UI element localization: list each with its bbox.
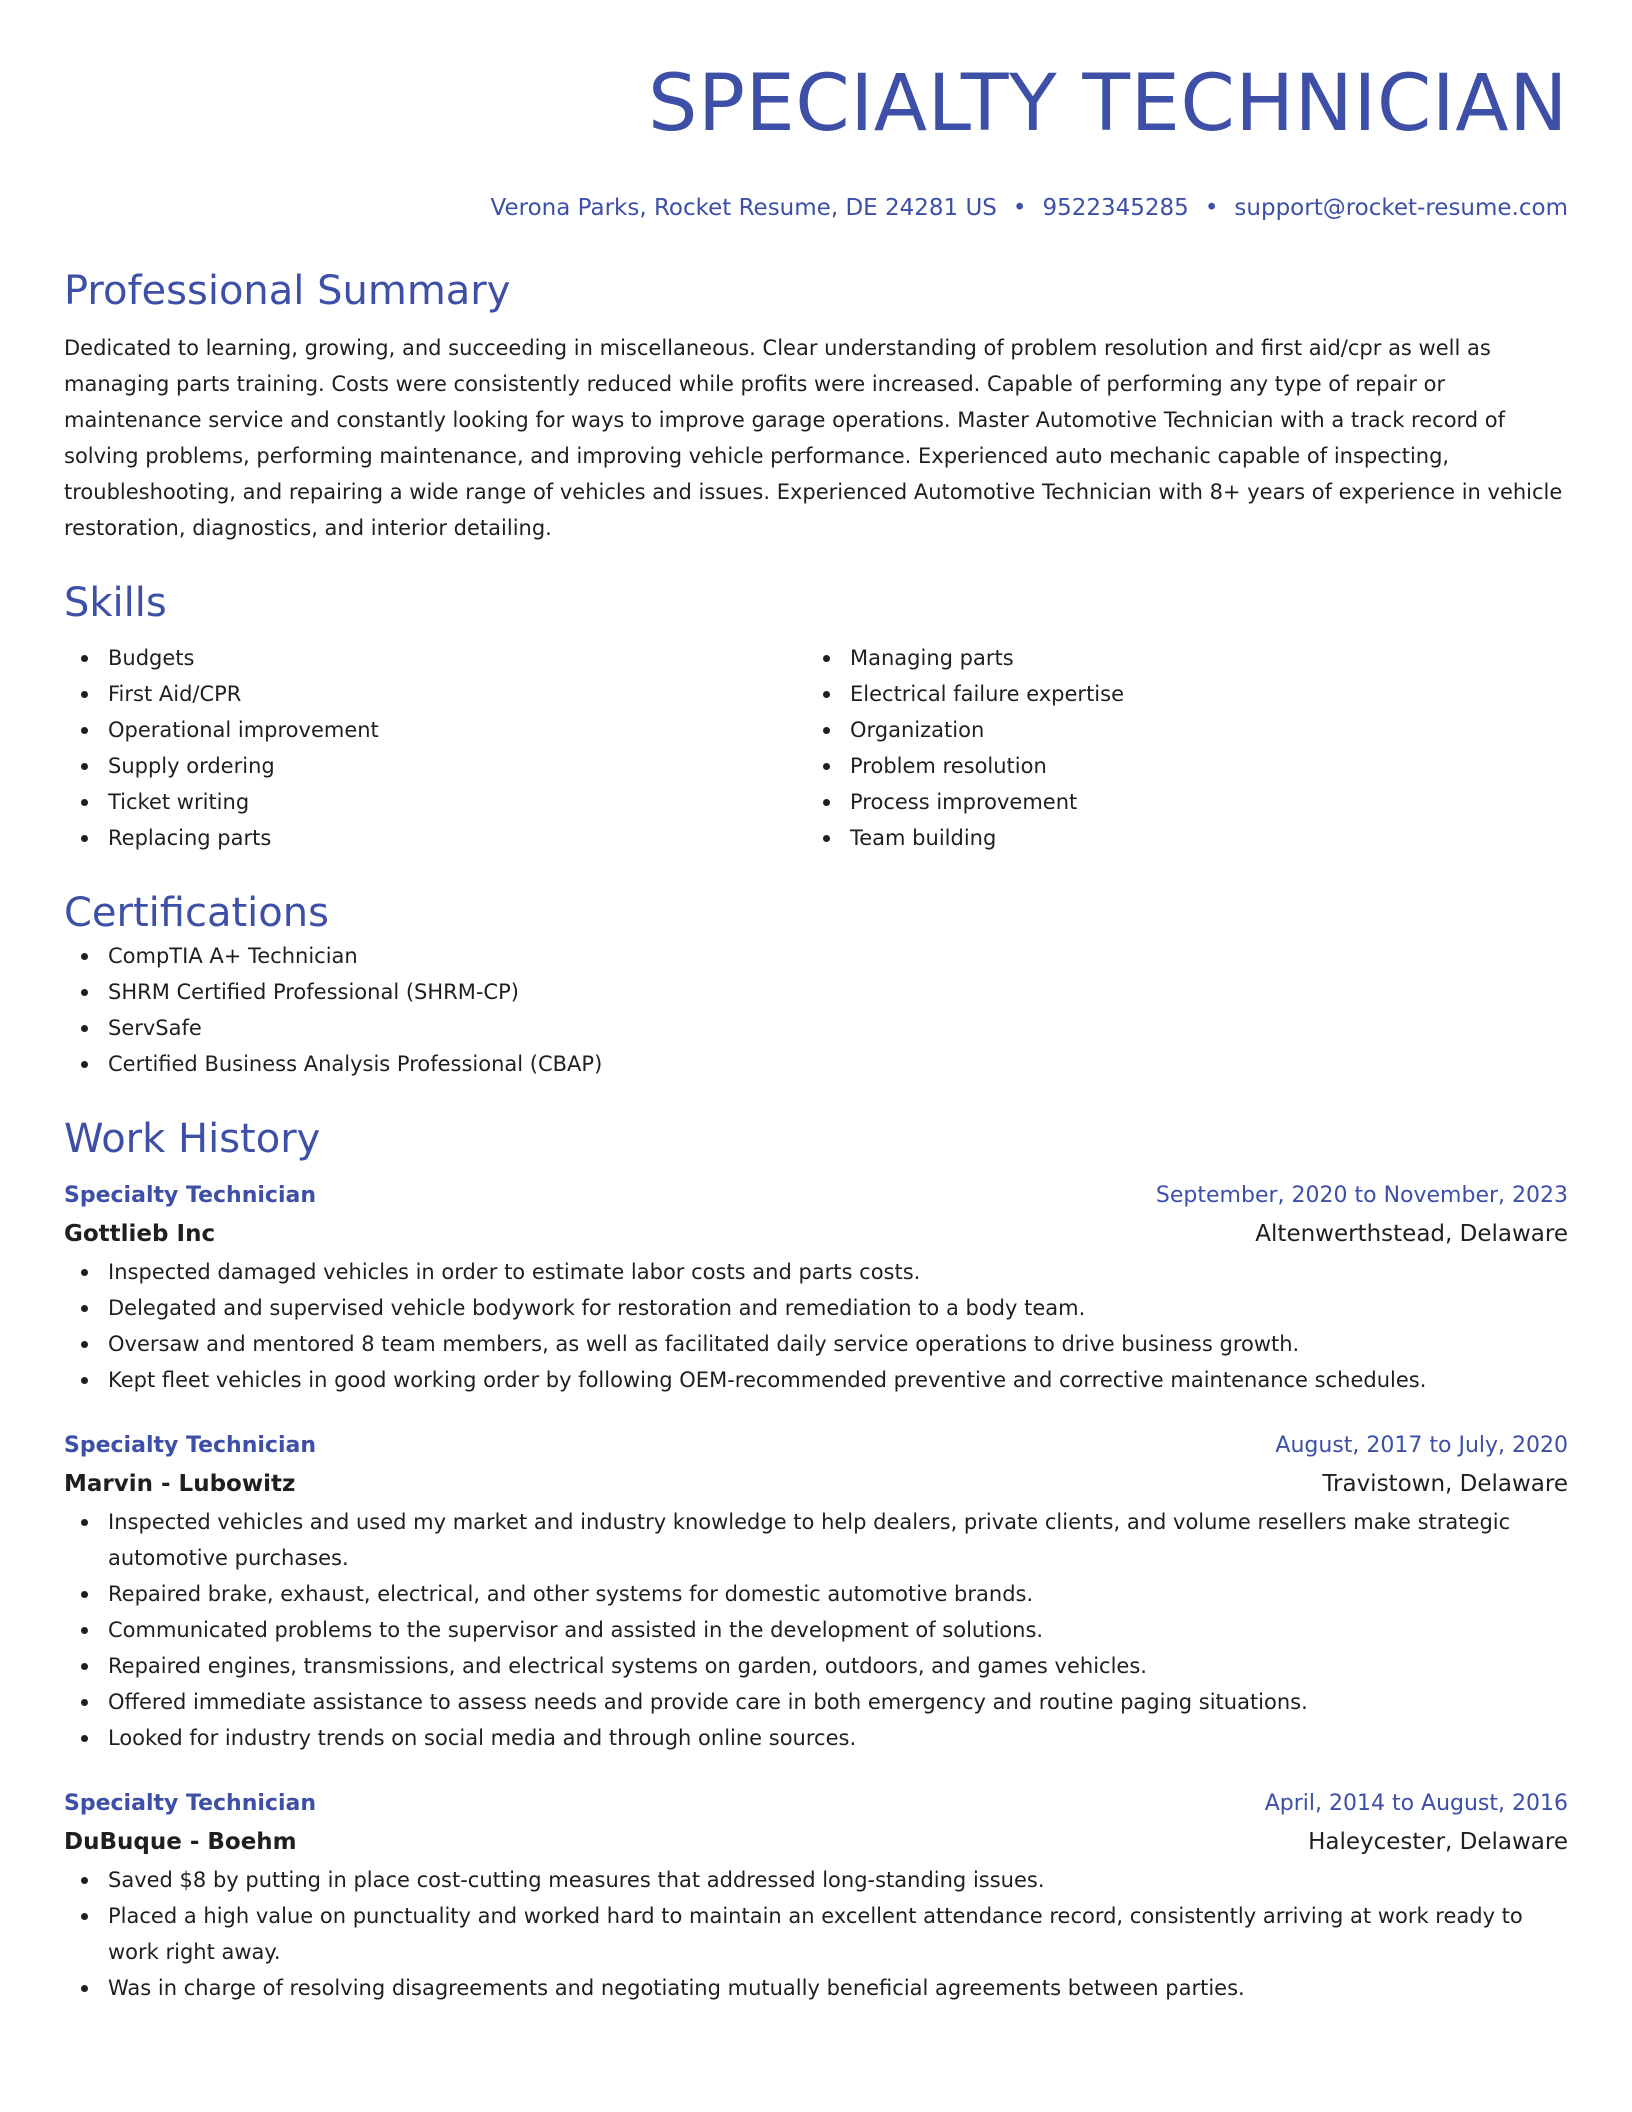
skill-item: Operational improvement [108, 712, 806, 748]
job-bullet: Delegated and supervised vehicle bodywork for restoration and remediation to a body team. [108, 1290, 1568, 1326]
job-entry [64, 1178, 1568, 1398]
job-bullets [64, 1254, 1568, 1398]
job-company-row [64, 1464, 1568, 1504]
skill-item: Electrical failure expertise [850, 676, 1548, 712]
contact-separator: • [1012, 195, 1027, 221]
summary-text: Dedicated to learning, growing, and succeeding in miscellaneous. Clear understanding of problem resolution and first aid/cpr as well as managing parts training. Costs were consistently reduced while profits were increased. Capable of performing any type of repair or maintenance service and constantly looking for ways to improve garage operations. Master Automotive Technician with a track record of solving problems, performing maintenance, and improving vehicle performance. Experienced auto mechanic capable of inspecting, troubleshooting, and repairing a wide range of vehicles and issues. Experienced Automotive Technician with 8+ years of experience in vehicle restoration, diagnostics, and interior detailing. [64, 336, 1563, 540]
job-bullet: Was in charge of resolving disagreements and negotiating mutually beneficial agreements between parties. [108, 1970, 1568, 2006]
work-history-heading: Work History [64, 1116, 321, 1162]
job-location: Haleycester, Delaware [1308, 1829, 1568, 1855]
certification-item: ServSafe [108, 1010, 1568, 1046]
skill-item: Ticket writing [108, 784, 806, 820]
job-company-row [64, 1822, 1568, 1862]
job-company: Gottlieb Inc [64, 1221, 216, 1247]
job-company: DuBuque - Boehm [64, 1829, 297, 1855]
certification-item: CompTIA A+ Technician [108, 938, 1568, 974]
contact-phone: 9522345285 [1042, 195, 1189, 221]
job-header-row [64, 1178, 1568, 1214]
certifications-heading: Certifications [64, 890, 329, 936]
skill-item: Managing parts [850, 640, 1548, 676]
contact-line [64, 194, 1568, 222]
job-header-row [64, 1786, 1568, 1822]
job-dates: September, 2020 to November, 2023 [1155, 1183, 1568, 1208]
skill-item: Organization [850, 712, 1548, 748]
job-bullet: Offered immediate assistance to assess needs and provide care in both emergency and routine paging situations. [108, 1684, 1568, 1720]
job-company-row [64, 1214, 1568, 1254]
job-bullet: Oversaw and mentored 8 team members, as well as facilitated daily service operations to drive business growth. [108, 1326, 1568, 1362]
certification-item: SHRM Certified Professional (SHRM-CP) [108, 974, 1568, 1010]
skills-grid [64, 640, 1568, 856]
job-company: Marvin - Lubowitz [64, 1471, 296, 1497]
job-bullet: Saved $8 by putting in place cost-cutting measures that addressed long-standing issues. [108, 1862, 1568, 1898]
job-header-row [64, 1428, 1568, 1464]
job-bullets [64, 1504, 1568, 1756]
certification-item: Certified Business Analysis Professional (CBAP) [108, 1046, 1568, 1082]
skill-item: First Aid/CPR [108, 676, 806, 712]
job-bullet: Communicated problems to the supervisor and assisted in the development of solutions. [108, 1612, 1568, 1648]
job-entry [64, 1786, 1568, 2006]
job-bullet: Inspected damaged vehicles in order to estimate labor costs and parts costs. [108, 1254, 1568, 1290]
contact-separator: • [1204, 195, 1219, 221]
skill-item: Team building [850, 820, 1548, 856]
skill-item: Problem resolution [850, 748, 1548, 784]
skill-item: Supply ordering [108, 748, 806, 784]
job-location: Altenwerthstead, Delaware [1255, 1221, 1568, 1247]
job-bullets [64, 1862, 1568, 2006]
job-entry [64, 1428, 1568, 1756]
job-title: Specialty Technician [64, 1183, 317, 1208]
job-title: Specialty Technician [64, 1433, 317, 1458]
skills-list-left [64, 640, 806, 856]
job-location: Travistown, Delaware [1322, 1471, 1568, 1497]
contact-email: support@rocket-resume.com [1234, 195, 1568, 221]
job-bullet: Repaired brake, exhaust, electrical, and other systems for domestic automotive brands. [108, 1576, 1568, 1612]
certifications-list [64, 938, 1568, 1082]
job-bullet: Inspected vehicles and used my market and industry knowledge to help dealers, private clients, and volume resellers make strategic automotive purchases. [108, 1504, 1568, 1576]
job-title: Specialty Technician [64, 1791, 317, 1816]
contact-address: Verona Parks, Rocket Resume, DE 24281 US [490, 195, 997, 221]
job-dates: August, 2017 to July, 2020 [1275, 1433, 1568, 1458]
job-bullet: Looked for industry trends on social media and through online sources. [108, 1720, 1568, 1756]
job-bullet: Repaired engines, transmissions, and electrical systems on garden, outdoors, and games vehicles. [108, 1648, 1568, 1684]
job-dates: April, 2014 to August, 2016 [1264, 1791, 1568, 1816]
summary-heading: Professional Summary [64, 268, 511, 314]
skill-item: Budgets [108, 640, 806, 676]
skills-column-left [64, 640, 806, 856]
job-bullet: Kept fleet vehicles in good working order by following OEM-recommended preventive and corrective maintenance schedules. [108, 1362, 1568, 1398]
skill-item: Process improvement [850, 784, 1548, 820]
skills-column-right [806, 640, 1548, 856]
skill-item: Replacing parts [108, 820, 806, 856]
skills-list-right [806, 640, 1548, 856]
job-bullet: Placed a high value on punctuality and worked hard to maintain an excellent attendance record, consistently arriving at work ready to work right away. [108, 1898, 1568, 1970]
skills-heading: Skills [64, 580, 167, 626]
resume-title: SPECIALTY TECHNICIAN [647, 59, 1568, 149]
